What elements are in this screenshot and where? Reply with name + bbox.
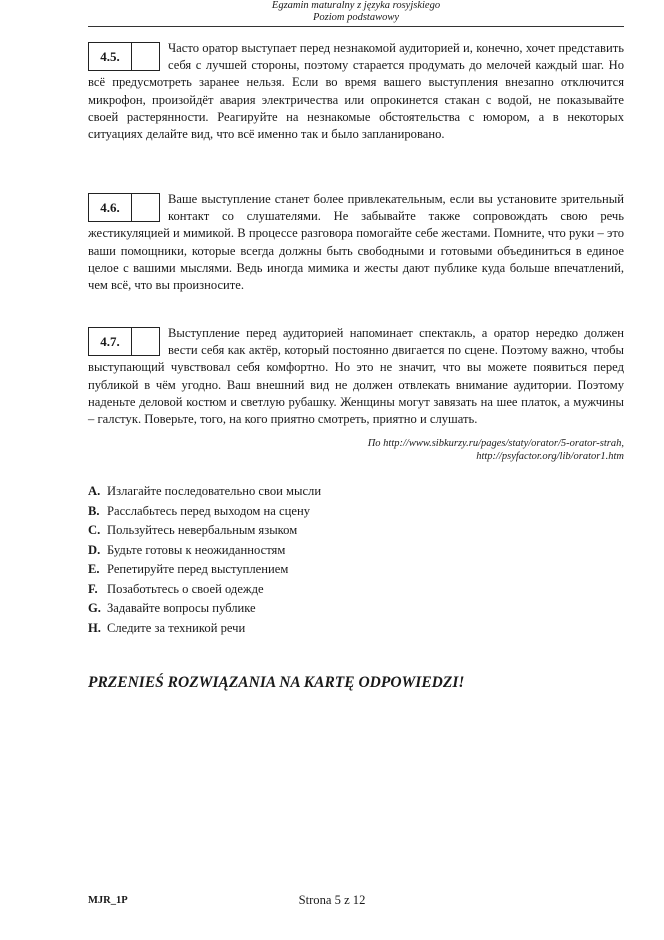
task-number: 4.5.: [89, 43, 132, 70]
answer-options-list: [88, 482, 488, 638]
task-text: Выступление перед аудиторией напоминает спектакль, а оратор нередко должен вести себя как актёр, который постоянно двигается по сцене. Поэтому важно, чтобы выступающий чувствовал себя комфортно. Но это не значит, что вы можете появиться перед публикой в чём угодно. Ваш внешний вид не должен отвлекать внимание аудитории. Поэтому наденьте деловой костюм и светлую рубашку. Женщины могут завязать на шее платок, а мужчины – галстук. Поверьте, того, на кого приятно смотреть, приятно и слушать.: [88, 326, 624, 427]
option-letter: E.: [88, 562, 100, 576]
answer-field[interactable]: [132, 43, 159, 70]
option-e: [88, 560, 488, 580]
source-line-2: http://psyfactor.org/lib/orator1.htm: [476, 451, 624, 462]
option-b: [88, 502, 488, 522]
option-text: Репетируйте перед выступлением: [107, 562, 289, 576]
source-citation: [300, 437, 624, 463]
option-h: [88, 619, 488, 639]
option-text: Следите за техникой речи: [107, 620, 246, 635]
option-a: [88, 482, 488, 502]
option-text: Пользуйтесь невербальным языком: [107, 523, 298, 537]
transfer-instruction: PRZENIEŚ ROZWIĄZANIA NA KARTĘ ODPOWIEDZI!: [88, 674, 465, 691]
option-d: [88, 541, 488, 561]
page-number: Strona 5 z 12: [298, 893, 366, 907]
task-answer-box: [88, 42, 160, 71]
task-text: Ваше выступление станет более привлекательным, если вы установите зрительный контакт со слушателями. Не забывайте также сопровождать свою речь жестикуляцией и мимикой. В процессе разговора помогайте себе жестами. Помните, что руки – это ваши помощники, которые всегда должны быть свободными и готовыми объединиться в единое целое с вашими мыслями. Ведь иногда мимика и жесты дают публике куда больше впечатлений, чем всё, что вы произносите.: [88, 192, 624, 293]
option-letter: H.: [88, 620, 101, 635]
option-letter: D.: [88, 542, 101, 557]
option-letter: F.: [88, 581, 98, 596]
option-c: [88, 521, 488, 541]
option-text: Будьте готовы к неожиданностям: [107, 542, 286, 557]
answer-field[interactable]: [132, 194, 159, 221]
task-answer-box: [88, 327, 160, 356]
option-text: Расслабьтесь перед выходом на сцену: [107, 503, 310, 518]
task-4-5: [88, 40, 624, 143]
option-g: [88, 599, 488, 619]
option-text: Позаботьтесь о своей одежде: [107, 581, 264, 596]
task-text: Часто оратор выступает перед незнакомой аудиторией и, конечно, хочет представить себя с лучшей стороны, поэтому старается продумать до мелочей каждый шаг. Но всё предусмотреть заранее нельзя. Если во время вашего выступления внезапно отключится микрофон, произойдёт авария электричества или опрокинется стакан с водой, не показывайте своей растерянности. Реагируйте на незнакомые обстоятельства с юмором, а в некоторых ситуациях делайте вид, что всё именно так и было запланировано.: [88, 41, 624, 142]
option-text: Задавайте вопросы публике: [107, 601, 256, 615]
exam-title: Egzamin maturalny z języka rosyjskiego: [271, 0, 441, 11]
task-number: 4.6.: [89, 194, 132, 221]
page-header: [88, 0, 624, 27]
task-answer-box: [88, 193, 160, 222]
task-4-6: [88, 191, 624, 294]
source-line-1: По http://www.sibkurzy.ru/pages/staty/orator/5-orator-strah,: [367, 438, 624, 449]
option-letter: A.: [88, 484, 101, 498]
option-letter: B.: [88, 503, 100, 518]
option-text: Излагайте последовательно свои мысли: [107, 484, 322, 498]
task-number: 4.7.: [89, 328, 132, 355]
exam-code: MJR_1P: [88, 895, 128, 906]
task-4-7: [88, 325, 624, 428]
option-letter: G.: [88, 601, 101, 615]
option-f: [88, 580, 488, 600]
answer-field[interactable]: [132, 328, 159, 355]
exam-level: Poziom podstawowy: [312, 12, 400, 23]
option-letter: C.: [88, 523, 101, 537]
